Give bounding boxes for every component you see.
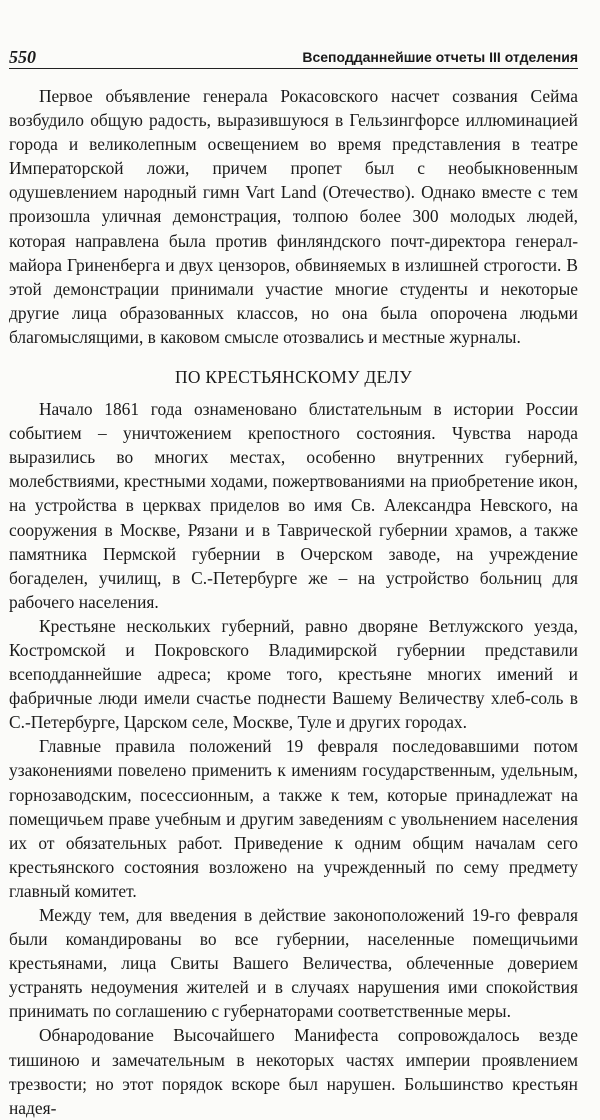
paragraph: Крестьяне нескольких губерний, равно дворяне Ветлужского уезда, Костромской и Покровского Владимирской губернии представили всеподданнейшие адреса; кроме того, крестьяне многих имений и фабричные люди имели счастье поднести Вашему Величеству хлеб-соль в С.-Петербурге, Царском селе, Москве, Туле и других городах. (9, 615, 578, 733)
section-heading: ПО КРЕСТЬЯНСКОМУ ДЕЛУ (175, 367, 412, 388)
header-title: Всеподданнейшие отчеты III отделения (302, 49, 578, 65)
running-header (9, 42, 578, 69)
page-number: 550 (9, 47, 36, 67)
paragraph: Начало 1861 года ознаменовано блистательным в истории России событием – уничтожением крепостного состояния. Чувства народа выразились во многих местах, особенно внутренних губерний, молебствиями, крестными ходами, пожертвованиями на приобретение икон, на устройства в церквах приделов во имя Св. Александра Невского, на сооружения в Москве, Рязани и в Таврической губернии храмов, а также памятника Пермской губернии в Очерском заводе, на учреждение богаделен, училищ, в С.-Петербурге же – на устройство больниц для рабочего населения. (9, 399, 578, 612)
paragraph: Обнародование Высочайшего Манифеста сопровождалось везде тишиною и замечательным в некоторых частях империи проявлением трезвости; но этот порядок вскоре был нарушен. Большинство крестьян надея- (9, 1025, 578, 1118)
paragraph: Первое объявление генерала Рокасовского насчет созвания Сейма возбудило общую радость, выразившуюся в Гельзингфорсе иллюминацией города и великолепным освещением во время представления в театре Императорской ложи, причем пропет был с необыкновенным одушевлением народный гимн Vart Land (Отечество). Однако вместе с тем произошла уличная демонстрация, толпою более 300 молодых людей, которая направлена была против финляндского почт-директора генерал-майора Гриненберга и двух цензоров, обвиняемых в излишней строгости. В этой демонстрации принимали участие многие студенты и некоторые другие лица образованных классов, но она была опорочена людьми благомыслящими, в каковом смысле отозвались и местные журналы. (9, 86, 578, 347)
paragraph: Главные правила положений 19 февраля последовавшими потом узаконениями повелено применить к имениям государственным, удельным, горнозаводским, посессионным, а также к тем, которые принадлежат на помещичьем праве учебным и другим заведениям с увольнением населения их от обязательных работ. Приведение к одним общим началам сего крестьянского состояния возложено на учрежденный по сему предмету главный комитет. (9, 736, 578, 901)
paragraph: Между тем, для введения в действие законоположений 19-го февраля были командированы во все губернии, населенные помещичьими крестьянами, лица Свиты Вашего Величества, облеченные доверием устранять недоумения жителей и в случаях нарушения ими спокойствия принимать по соглашению с губернаторами соответственные меры. (9, 905, 578, 1022)
body-text (9, 84, 578, 1120)
